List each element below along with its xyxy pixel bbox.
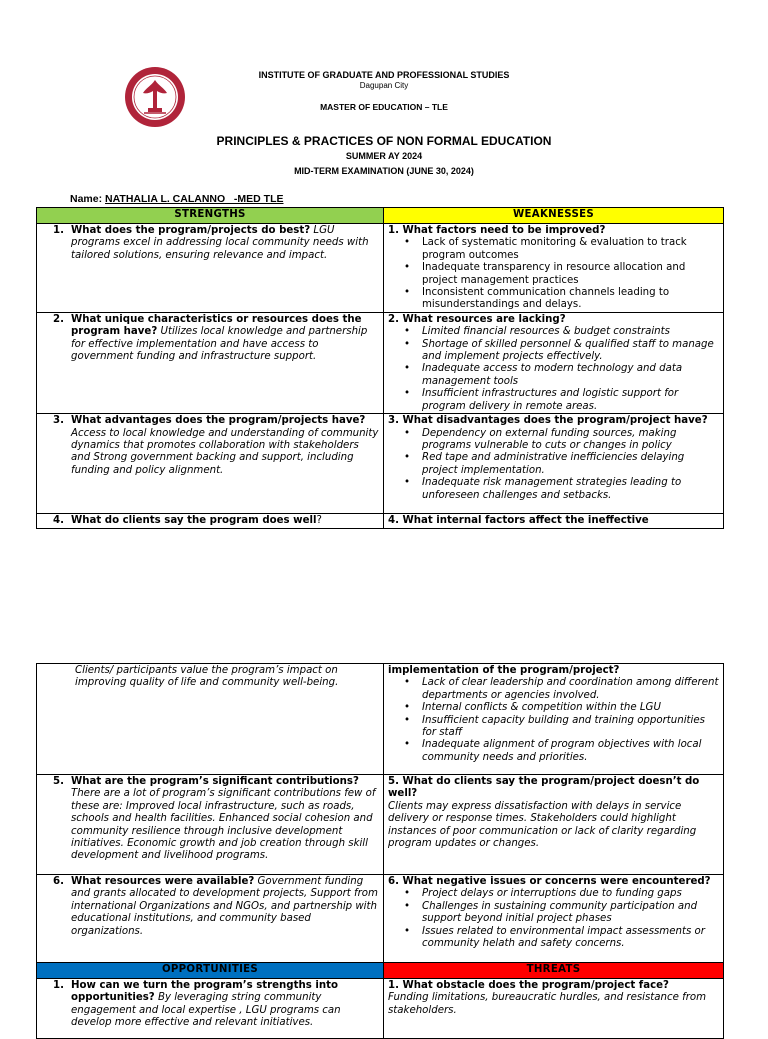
s4-question-mark: ? [316, 515, 322, 527]
w2-item: • Insufficient infrastructures and logistic support for program delivery in remote areas. [422, 388, 719, 413]
institute-name: INSTITUTE OF GRADUATE AND PROFESSIONAL STUDIES [258, 70, 510, 80]
weakness-1-cell [384, 224, 724, 313]
w3-list [388, 428, 719, 502]
opportunities-header: OPPORTUNITIES [37, 963, 384, 979]
w1-question: 1. What factors need to be improved? [388, 225, 606, 236]
student-name: NATHALIA L. CALANNO -MED TLE [105, 193, 284, 205]
w2-item: • Shortage of skilled personnel & qualified staff to manage and implement projects effectively. [422, 339, 719, 364]
student-name-row [70, 193, 284, 205]
s1-number: 1. [53, 225, 64, 236]
city-name: Dagupan City [359, 81, 409, 90]
course-title: PRINCIPLES & PRACTICES OF NON FORMAL EDUCATION [216, 134, 552, 148]
w4-item: • Inadequate alignment of program objectives with local community needs and priorities. [422, 739, 719, 764]
strength-2-cell [37, 312, 384, 413]
w6-item: • Challenges in sustaining community participation and support beyond initial project phases [422, 901, 719, 926]
w1-item: • Inconsistent communication channels leading to misunderstandings and delays. [422, 287, 719, 312]
s2-number: 2. [53, 313, 64, 325]
w2-question: 2. What resources are lacking? [388, 313, 566, 325]
strength-4-cell-start [37, 514, 384, 528]
w1-item: • Lack of systematic monitoring & evaluation to track program outcomes [422, 237, 719, 262]
s4-number: 4. [53, 515, 64, 527]
w4-list [388, 677, 719, 764]
w3-item: • Red tape and administrative inefficiencies delaying project implementation. [422, 452, 719, 477]
w4-question-cont: implementation of the program/project? [388, 665, 620, 676]
w4-item: • Lack of clear leadership and coordination among different departments or agencies involved. [422, 677, 719, 702]
o1-question: How can we turn the program’s strengths into opportunities? [71, 980, 338, 1004]
w4-item: • Insufficient capacity building and training opportunities for staff [422, 715, 719, 740]
w6-list [388, 888, 719, 950]
strengths-header: STRENGTHS [37, 208, 384, 224]
w4-question: 4. What internal factors affect the ineffective [388, 515, 649, 527]
s1-answer: LGU programs excel in addressing local community needs with tailored solutions, ensuring relevance and impact. [71, 225, 369, 261]
s3-question: What advantages does the program/projects have? [71, 415, 366, 427]
s2-question: What unique characteristics or resources does the program have? [71, 313, 362, 338]
strength-5-cell [37, 775, 384, 875]
weakness-2-cell [384, 312, 724, 413]
w5-answer: Clients may express dissatisfaction with delays in service delivery or response times. Stakeholders could highlight instances of poor communication or lack of clarity regarding program updates or changes. [388, 800, 697, 850]
s3-number: 3. [53, 415, 64, 427]
o1-number: 1. [53, 980, 64, 991]
s4-question: What do clients say the program does well [71, 515, 317, 527]
w1-list [388, 237, 719, 311]
s6-number: 6. [53, 876, 64, 887]
w6-question: 6. What negative issues or concerns were encountered? [388, 876, 711, 887]
exam-label: MID-TERM EXAMINATION (JUNE 30, 2024) [294, 166, 474, 176]
w6-item: • Issues related to environmental impact assessments or community helath and safety concerns. [422, 926, 719, 951]
term-label: SUMMER AY 2024 [345, 151, 423, 161]
w2-item: • Limited financial resources & budget constraints [422, 326, 719, 338]
strength-4-cell-cont [37, 664, 384, 775]
w4-item: • Internal conflicts & competition within the LGU [422, 702, 719, 714]
s5-number: 5. [53, 776, 64, 787]
s3-answer: Access to local knowledge and understanding of community dynamics that promotes collaboration with stakeholders and Strong government backing and support, including funding and policy alignment. [71, 427, 379, 476]
strength-3-cell [37, 414, 384, 514]
strength-6-cell [37, 875, 384, 963]
s4-answer: Clients/ participants value the program’s impact on improving quality of life and community well-being. [75, 665, 339, 689]
weaknesses-header: WEAKNESSES [384, 208, 724, 224]
w6-item: • Project delays or interruptions due to funding gaps [422, 888, 719, 900]
program-name: MASTER OF EDUCATION – TLE [320, 102, 448, 112]
opportunity-1-cell [37, 979, 384, 1039]
swot-table-part-1 [36, 207, 724, 529]
o1-answer: By leveraging string community engagement and local expertise , LGU programs can develop more effective and relevant initiatives. [71, 992, 341, 1029]
w2-list [388, 326, 719, 413]
w1-item: • Inadequate transparency in resource allocation and project management practices [422, 262, 719, 287]
weakness-4-cell-start [384, 514, 724, 528]
strength-1-cell [37, 224, 384, 313]
w3-question: 3. What disadvantages does the program/project have? [388, 415, 708, 427]
w2-item: • Inadequate access to modern technology and data management tools [422, 363, 719, 388]
w3-item: • Dependency on external funding sources, making programs vulnerable to cuts or changes in policy [422, 428, 719, 453]
weakness-5-cell [384, 775, 724, 875]
w5-question: 5. What do clients say the program/project doesn’t do well? [388, 776, 700, 800]
weakness-3-cell [384, 414, 724, 514]
s6-answer: Government funding and grants allocated to development projects, Support from international Organizations and NGOs, and partnership with educational institutions, and community based organizations. [71, 876, 378, 937]
w3-item: • Inadequate risk management strategies leading to unforeseen challenges and setbacks. [422, 477, 719, 502]
s5-question: What are the program’s significant contributions? [71, 776, 359, 787]
threats-header: THREATS [384, 963, 724, 979]
s5-answer: There are a lot of program’s significant contributions few of these are: Improved local infrastructure, such as roads, schools and health facilities. Enhanced social cohesion and community resilience through inclusive development initiatives. Economic growth and job creation through skill development and livelihood programs. [71, 788, 376, 862]
threat-1-cell [384, 979, 724, 1039]
s1-question: What does the program/projects do best? [71, 225, 311, 236]
t1-question: 1. What obstacle does the program/project face? [388, 980, 669, 991]
weakness-6-cell [384, 875, 724, 963]
s6-question: What resources were available? [71, 876, 255, 887]
swot-table-part-2 [36, 663, 724, 1039]
t1-answer: Funding limitations, bureaucratic hurdles, and resistance from stakeholders. [388, 992, 707, 1016]
s2-answer: Utilizes local knowledge and partnership for effective implementation and have access to government funding and infrastructure support. [71, 326, 368, 363]
weakness-4-cell-cont [384, 664, 724, 775]
name-label: Name: [70, 193, 103, 205]
